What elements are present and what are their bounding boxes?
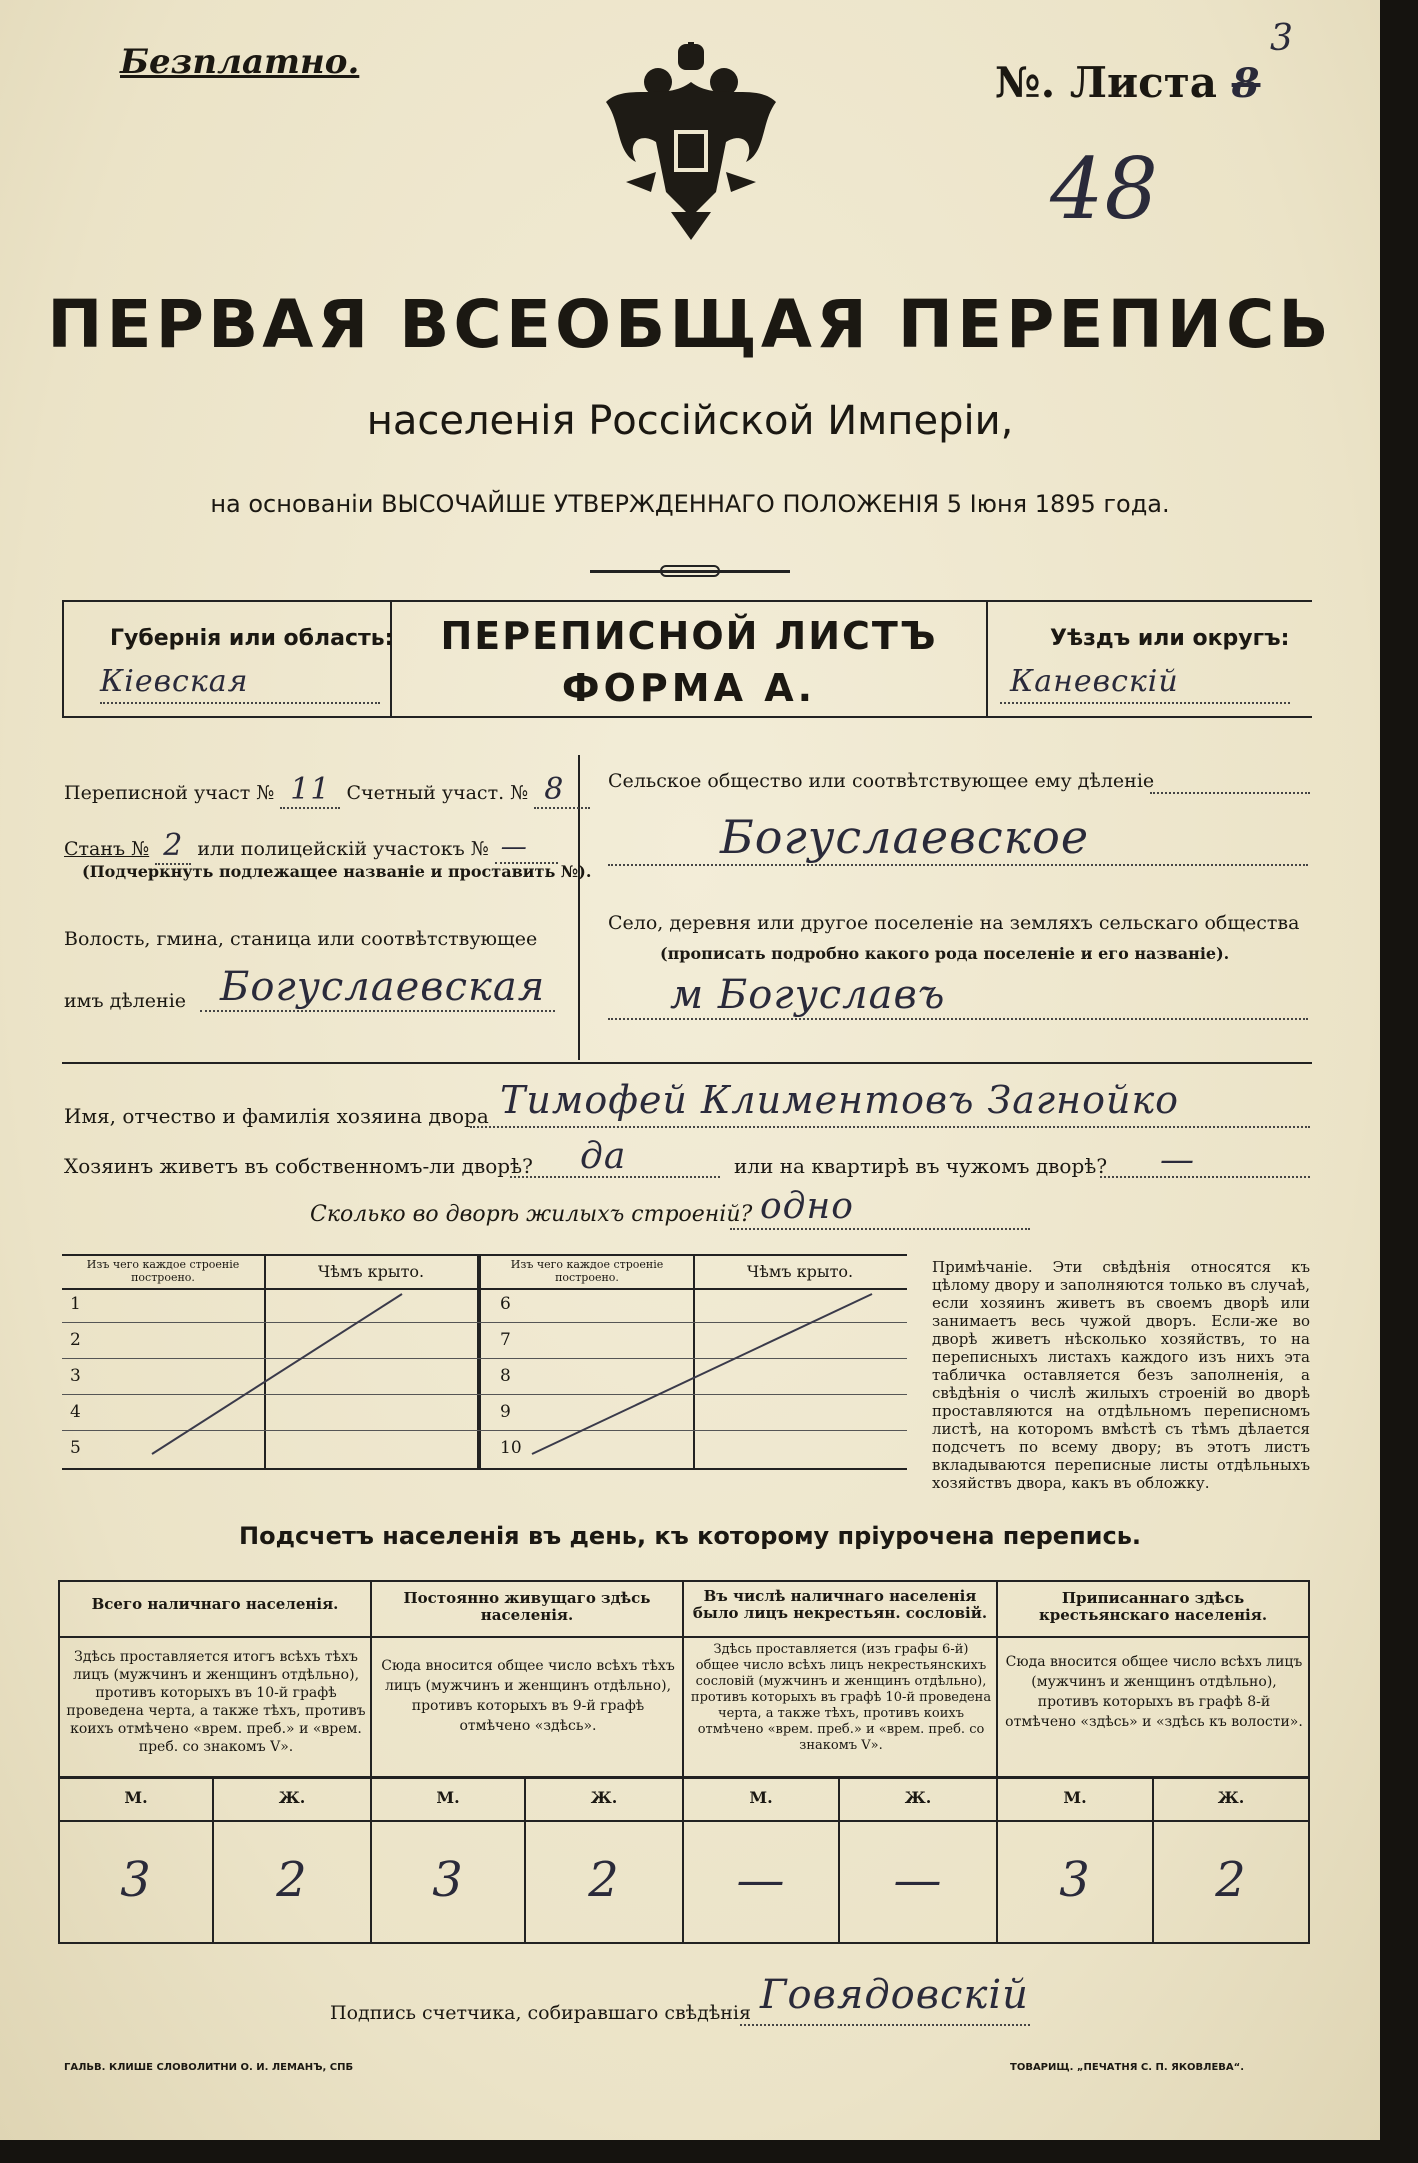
uchastok-label: Переписной участ № — [64, 782, 275, 804]
archive-number: 48 — [1050, 140, 1159, 238]
census-basis: на основаніи ВЫСОЧАЙШЕ УТВЕРЖДЕННАГО ПОЛОЖЕНІЯ 5 Іюня 1895 года. — [210, 490, 1170, 518]
population-heading: Подсчетъ населенія въ день, къ которому пріурочена перепись. — [239, 1522, 1141, 1550]
village-value-line — [608, 1018, 1308, 1020]
own-yard-label: Хозяинъ живетъ въ собственномъ-ли дворѣ? — [64, 1154, 533, 1178]
pop-col-3-desc: Здѣсь проставляется (изъ графы 6-й) общее число всѣхъ лицъ некрестьянскихъ сословій (мужчинъ и женщинъ отдѣльно), противъ которыхъ въ графѣ 10-й проведена черта, а также тѣхъ, противъ коихъ отмѣчено «врем. преб.» и «врем. преб. со знакомъ V». — [690, 1642, 992, 1753]
pop-col-4-title: Приписаннаго здѣсь крестьянскаго населенія. — [1038, 1589, 1268, 1624]
form-header-divider-right — [986, 600, 988, 718]
sheet-number-label — [995, 58, 1260, 107]
building-row-1: 1 — [70, 1294, 81, 1314]
society-value-line — [608, 864, 1308, 866]
buildings-col-roof-left: Чѣмъ крыто. — [317, 1262, 425, 1281]
schetny-value: 8 — [534, 772, 590, 809]
owner-name-value: Тимофей Климентовъ Загнойко — [500, 1078, 1180, 1122]
imperial-eagle-emblem — [596, 42, 786, 242]
fields-bottom-line — [62, 1062, 1312, 1064]
buildings-strike-lines — [62, 1254, 907, 1470]
pop-col-4-f-value: 2 — [1215, 1852, 1247, 1908]
buildings-col-roof-right: Чѣмъ крыто. — [746, 1262, 854, 1281]
pop-desc-line — [58, 1776, 1310, 1779]
rented-line — [1100, 1176, 1310, 1178]
building-row-6: 6 — [500, 1294, 511, 1314]
society-value: Богуслаевское — [720, 810, 1090, 864]
pop-col-4-m-value: 3 — [1059, 1852, 1091, 1908]
building-row-2: 2 — [70, 1330, 81, 1350]
building-row-10: 10 — [500, 1438, 522, 1458]
form-header-top-line — [62, 600, 1312, 602]
buildings-col-material-right: Изъ чего каждое строеніе построено. — [510, 1258, 664, 1284]
building-row-7: 7 — [500, 1330, 511, 1350]
pop-col-4-desc: Сюда вносится общее число всѣхъ лицъ (мужчинъ и женщинъ отдѣльно), противъ которыхъ въ графѣ 8-й отмѣчено «здѣсь» и «здѣсь къ волости». — [1005, 1654, 1303, 1730]
stan-label: Станъ № — [64, 838, 150, 860]
gubernia-label: Губернія или область: — [110, 626, 394, 651]
pop-col-3-title: Въ числѣ наличнаго населенія было лицъ некрестьян. сословій. — [692, 1587, 988, 1622]
form-header-bottom-line — [62, 716, 1312, 718]
form-subtitle: ФОРМА А. — [561, 666, 817, 710]
village-note: (прописать подробно какого рода поселеніе и его названіе). — [660, 944, 1230, 963]
pop-col-2-m-value: 3 — [432, 1852, 464, 1908]
buildings-col-material-left: Изъ чего каждое строеніе построено. — [86, 1258, 240, 1284]
volost-label: Волость, гмина, станица или соотвѣтствующее — [64, 928, 538, 950]
signature-label: Подпись счетчика, собиравшаго свѣдѣнія — [330, 2002, 751, 2024]
pop-mf-line — [58, 1820, 1310, 1822]
pop-col-1-f-value: 2 — [276, 1852, 308, 1908]
building-row-5: 5 — [70, 1438, 81, 1458]
rented-value: — — [1160, 1140, 1195, 1180]
police-label: или полицейскій участокъ № — [197, 838, 489, 860]
owner-name-line — [470, 1126, 1310, 1128]
society-label: Сельское общество или соотвѣтствующее ему дѣленіе — [608, 770, 1155, 792]
uezd-label: Уѣздъ или округъ: — [1050, 626, 1290, 651]
sheet-number-value: 8 — [1231, 60, 1261, 107]
uezd-value: Каневскій — [1010, 664, 1179, 699]
stan-value: 2 — [155, 828, 191, 865]
own-yard-line — [510, 1176, 720, 1178]
sheet-number-correction: 3 — [1270, 18, 1294, 59]
pop-col-1-m-value: 3 — [120, 1852, 152, 1908]
pop-col-4-m-label: М. — [1063, 1788, 1087, 1807]
pop-col-1-m-label: М. — [124, 1788, 148, 1807]
pop-col-3-m-label: М. — [749, 1788, 773, 1807]
building-row-3: 3 — [70, 1366, 81, 1386]
pop-col-1-f-label: Ж. — [278, 1788, 306, 1807]
volost-dotted-line — [200, 1010, 555, 1012]
society-dotted-line — [1150, 792, 1310, 794]
pop-col-2-m-label: М. — [436, 1788, 460, 1807]
pop-col-3-f-label: Ж. — [904, 1788, 932, 1807]
village-label: Село, деревня или другое поселеніе на земляхъ сельскаго общества — [608, 912, 1300, 934]
pop-col-1-desc: Здѣсь проставляется итогъ всѣхъ тѣхъ лицъ (мужчинъ и женщинъ отдѣльно), противъ которыхъ въ 10-й графѣ проведена черта, а также тѣхъ, противъ коихъ отмѣчено «врем. преб.» и «врем. преб. со знакомъ V». — [66, 1649, 366, 1755]
signature-value: Говядовскій — [760, 1972, 1029, 2018]
pop-col-2-f-value: 2 — [588, 1852, 620, 1908]
buildings-note: Примѣчаніе. Эти свѣдѣнія относятся къ цѣлому двору и заполняются только въ случаѣ, если хозяинъ живетъ въ своемъ дворѣ или занимаетъ весь чужой дворъ. Если-же во дворѣ живетъ нѣсколько хозяйствъ, то на переписныхъ листахъ каждого изъ нихъ эта табличка оставляется безъ заполненія, а свѣдѣнія о числѣ жилыхъ строеній во дворѣ проставляются на отдѣльномъ переписномъ листѣ, на которомъ вмѣстѣ съ тѣмъ дѣлается подсчетъ по всему двору; въ этотъ листъ вкладываются переписные листы отдѣльныхъ хозяйствъ двора, какъ въ обложку. — [932, 1258, 1310, 1492]
volost-label-2: имъ дѣленіе — [64, 990, 187, 1012]
pop-title-line — [58, 1636, 1310, 1638]
buildings-line — [730, 1228, 1030, 1230]
pop-col-2-desc: Сюда вносится общее число всѣхъ тѣхъ лицъ (мужчинъ и женщинъ отдѣльно), противъ которыхъ въ 9-й графѣ отмѣчено «здѣсь». — [381, 1658, 675, 1734]
volost-value: Богуслаевская — [220, 964, 546, 1010]
pop-col-4-f-label: Ж. — [1217, 1788, 1245, 1807]
village-value: м Богуславъ — [670, 972, 946, 1018]
sheet-number-caption: №. Листа — [995, 58, 1217, 107]
pop-col-1-title: Всего наличнаго населенія. — [91, 1595, 339, 1613]
own-yard-value: да — [580, 1136, 627, 1177]
police-value: — — [495, 832, 558, 864]
census-subtitle: населенія Россійской Имперіи, — [366, 398, 1014, 444]
uezd-dotted-line — [1000, 702, 1290, 704]
census-title: ПЕРВАЯ ВСЕОБЩАЯ ПЕРЕПИСЬ — [47, 286, 1333, 363]
rented-label: или на квартирѣ въ чужомъ дворѣ? — [734, 1154, 1108, 1178]
free-label: Безплатно. — [120, 42, 360, 82]
uchastok-value: 11 — [280, 772, 340, 809]
stan-row — [64, 828, 558, 863]
form-header-left-edge — [62, 600, 64, 718]
uchastok-row — [64, 772, 590, 807]
pop-col-3-f-value: — — [893, 1852, 943, 1908]
building-row-8: 8 — [500, 1366, 511, 1386]
owner-name-label: Имя, отчество и фамилія хозяина двора — [64, 1104, 489, 1128]
signature-line — [740, 2024, 1030, 2026]
gubernia-dotted-line — [100, 702, 380, 704]
form-title: ПЕРЕПИСНОЙ ЛИСТЪ — [440, 614, 938, 658]
schetny-label: Счетный участ. № — [346, 782, 529, 804]
stan-note: (Подчеркнуть подлежащее названіе и проставить №). — [82, 862, 592, 881]
gubernia-value: Кіевская — [100, 664, 249, 699]
building-row-4: 4 — [70, 1402, 81, 1422]
buildings-label: Сколько во дворѣ жилыхъ строеній? — [310, 1202, 753, 1227]
buildings-value: одно — [760, 1186, 854, 1227]
building-row-9: 9 — [500, 1402, 511, 1422]
footer-right: ТОВАРИЩ. „ПЕЧАТНЯ С. П. ЯКОВЛЕВА“. — [1010, 2062, 1245, 2073]
pop-col-3-m-value: — — [736, 1852, 786, 1908]
footer-left: ГАЛЬВ. КЛИШЕ СЛОВОЛИТНИ О. И. ЛЕМАНЪ, СПБ — [64, 2062, 354, 2073]
ornament-center — [660, 565, 720, 577]
pop-col-2-title: Постоянно живущаго здѣсь населенія. — [403, 1589, 651, 1624]
pop-col-2-f-label: Ж. — [590, 1788, 618, 1807]
